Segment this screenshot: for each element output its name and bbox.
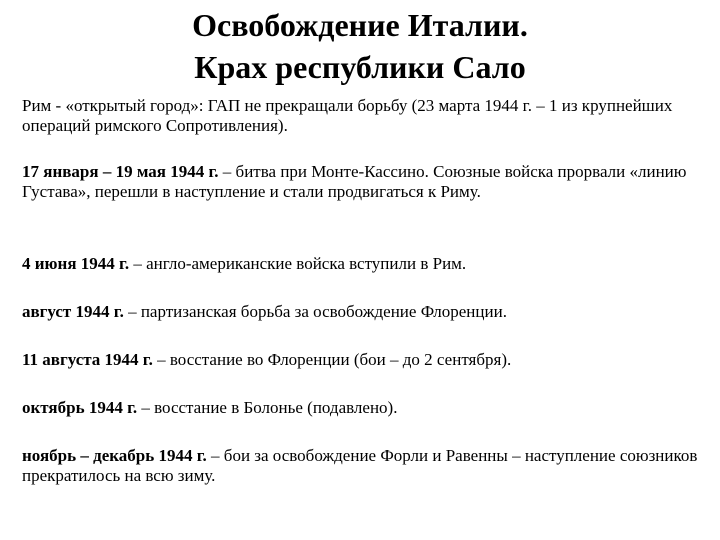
item-text: – восстание во Флоренции (бои – до 2 сентября). xyxy=(152,350,512,369)
list-item xyxy=(22,350,698,370)
list-item xyxy=(22,162,698,202)
title-line-1: Освобождение Италии. xyxy=(192,7,528,43)
item-text: – бои за освобождение Форли и Равенны – наступление союзников прекратилось на всю зиму. xyxy=(22,446,698,485)
item-text: – битва при Монте-Кассино. Союзные войска прорвали «линию Густава», перешли в наступление и стали продвигаться к Риму. xyxy=(22,162,687,201)
list-item xyxy=(22,302,698,322)
list-item xyxy=(22,254,698,274)
item-date: ноябрь – декабрь 1944 г. xyxy=(22,446,207,465)
item-text: – партизанская борьба за освобождение Флоренции. xyxy=(123,302,507,321)
item-date: 17 января – 19 мая 1944 г. xyxy=(22,162,219,181)
item-date: 11 августа 1944 г. xyxy=(22,350,153,369)
list-item xyxy=(22,96,698,136)
list-item xyxy=(22,446,698,486)
list-item xyxy=(22,398,698,418)
item-text: – англо-американские войска вступили в Рим. xyxy=(129,254,467,273)
title-line-2: Крах республики Сало xyxy=(194,49,526,85)
item-text: – восстание в Болонье (подавлено). xyxy=(137,398,398,417)
item-text: Рим - «открытый город»: ГАП не прекращали борьбу (23 марта 1944 г. – 1 из крупнейших операций римского Сопротивления). xyxy=(22,96,673,135)
item-date: октябрь 1944 г. xyxy=(22,398,138,417)
item-date: август 1944 г. xyxy=(22,302,124,321)
item-date: 4 июня 1944 г. xyxy=(22,254,130,273)
slide-title xyxy=(0,4,720,88)
